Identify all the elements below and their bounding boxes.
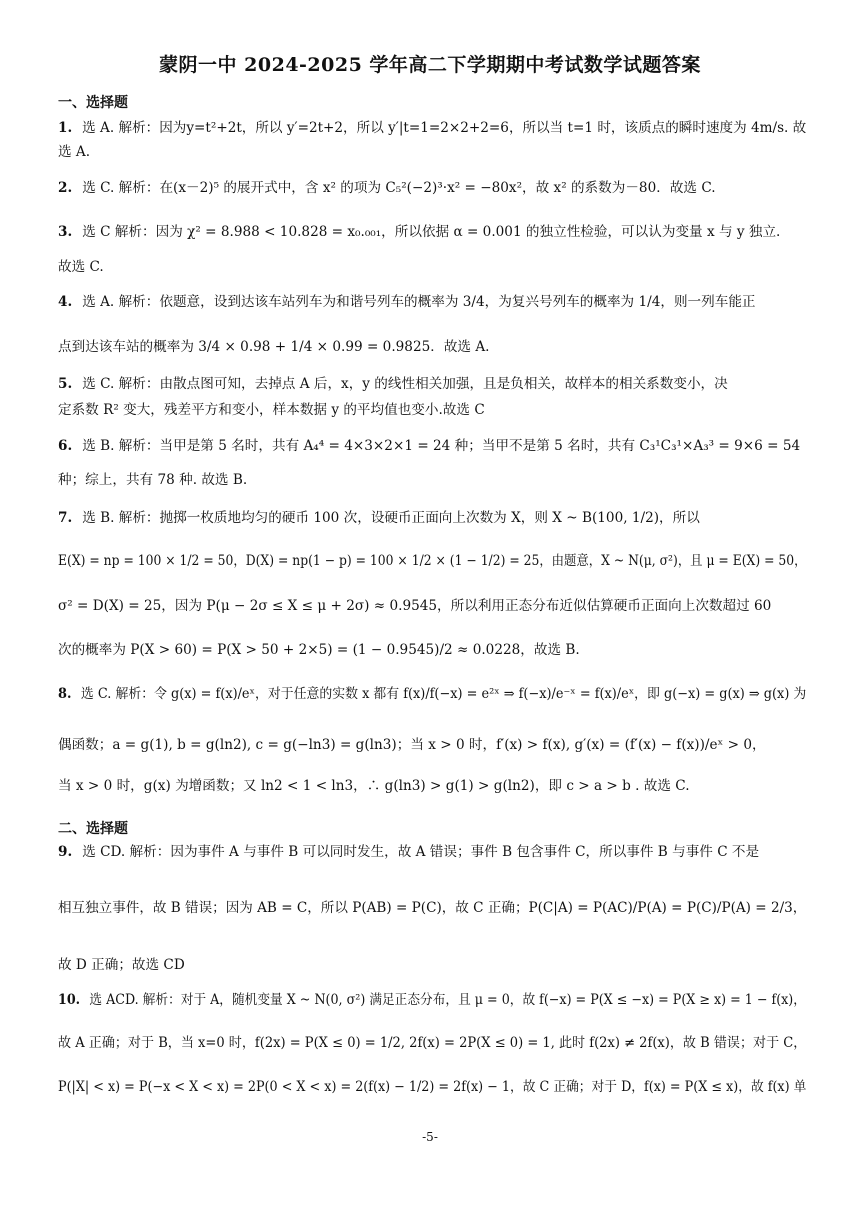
answer-line — [58, 1077, 807, 1097]
answer-text: 点到达该车站的概率为 3/4 × 0.98 + 1/4 × 0.99 = 0.9825．故选 A. — [58, 339, 490, 355]
answer-text: 故 A 正确；对于 B，当 x=0 时，f(2x) = P(X ≤ 0) = 1/2, 2f(x) = 2P(X ≤ 0) = 1, 此时 f(2x) ≠ 2f(x)，故 B 错误；对于 C， — [58, 1035, 807, 1051]
answer-text: 选 ACD. 解析：对于 A，随机变量 X ~ N(0, σ²) 满足正态分布，且 μ = 0，故 f(−x) = P(X ≤ −x) = P(X ≥ x) = 1 − f(x)， — [89, 992, 806, 1008]
answer-line — [58, 118, 805, 138]
answer-text: P(|X| < x) = P(−x < X < x) = 2P(0 < X < x) = 2(f(x) − 1/2) = 2f(x) − 1，故 C 正确；对于 D，f(x) = P(X ≤ x)，故 f(x) 单 — [58, 1079, 807, 1095]
answer-number: 7. — [58, 510, 73, 526]
section-heading-1: 一、选择题 — [58, 95, 128, 111]
answer-number: 8. — [58, 686, 72, 702]
answer-number: 10. — [58, 992, 81, 1008]
answer-text: 偶函数；a = g(1), b = g(ln2), c = g(−ln3) = g(ln3)；当 x > 0 时，f′(x) > f(x), g′(x) = (f′(x) − f(x))/eˣ > 0， — [58, 737, 766, 753]
answer-text: 选 A. 解析：因为y=t²+2t，所以 y′=2t+2，所以 y′|t=1=2×2+2=6，所以当 t=1 时，该质点的瞬时速度为 4m/s. 故 — [82, 120, 807, 136]
answer-text: 故选 C. — [58, 259, 104, 275]
answer-number: 6. — [58, 438, 73, 454]
answer-text: 当 x > 0 时，g(x) 为增函数；又 ln2 < 1 < ln3，∴ g(ln3) > g(1) > g(ln2)，即 c > a > b . 故选 C. — [58, 778, 690, 794]
answer-line — [58, 640, 806, 660]
answer-text: 选 C. 解析：由散点图可知，去掉点 A 后，x，y 的线性相关加强，且是负相关，故样本的相关系数变小，决 — [82, 376, 728, 392]
answer-line — [58, 222, 806, 242]
answer-text: 选 C. 解析：令 g(x) = f(x)/eˣ，对于任意的实数 x 都有 f(x)/f(−x) = e²ˣ ⇒ f(−x)/e⁻ˣ = f(x)/eˣ，即 g(−x) = g(x) ⇒ g(x) 为 — [80, 686, 807, 702]
answer-text: 选 B. 解析：抛掷一枚质地均匀的硬币 100 次，设硬币正面向上次数为 X，则 X ~ B(100, 1/2)，所以 — [82, 510, 700, 526]
answer-line — [58, 337, 806, 357]
page-number: -5- — [422, 1130, 438, 1144]
answer-line — [58, 257, 806, 277]
answer-line — [58, 596, 806, 616]
answer-text: 次的概率为 P(X > 60) = P(X > 50 + 2×5) = (1 − 0.9545)/2 ≈ 0.0228，故选 B. — [58, 642, 580, 658]
answer-text: 选 A. 解析：依题意，设到达该车站列车为和谐号列车的概率为 3/4，为复兴号列车的概率为 1/4，则一列车能正 — [82, 294, 756, 310]
answer-text: 定系数 R² 变大，残差平方和变小，样本数据 y 的平均值也变小.故选 C — [58, 402, 485, 418]
answer-line — [58, 508, 806, 528]
answer-line — [58, 551, 807, 571]
answer-line — [58, 842, 806, 862]
answer-line — [58, 436, 806, 456]
answer-text: 选 A. — [58, 144, 91, 160]
answer-number: 2. — [58, 180, 73, 196]
answer-number: 1. — [58, 120, 73, 136]
answer-number: 4. — [58, 294, 73, 310]
answer-line — [58, 142, 806, 162]
answer-number: 5. — [58, 376, 73, 392]
answer-line — [58, 898, 807, 918]
answer-line — [58, 990, 806, 1010]
answer-line — [58, 776, 806, 796]
answer-line — [58, 955, 806, 975]
answer-line — [58, 684, 807, 704]
answer-text: E(X) = np = 100 × 1/2 = 50，D(X) = np(1 − p) = 100 × 1/2 × (1 − 1/2) = 25，由题意，X ~ N(μ, σ²)，且 μ = E(X) = 50， — [58, 553, 807, 569]
answer-text: 选 B. 解析：当甲是第 5 名时，共有 A₄⁴ = 4×3×2×1 = 24 种；当甲不是第 5 名时，共有 C₃¹C₃¹×A₃³ = 9×6 = 54 — [82, 438, 801, 454]
answer-line — [58, 374, 806, 394]
answer-line — [58, 1033, 807, 1053]
answer-line — [58, 400, 806, 420]
answer-number: 3. — [58, 224, 73, 240]
answer-line — [58, 178, 806, 198]
answer-line — [58, 292, 806, 312]
answer-text: 相互独立事件，故 B 错误；因为 AB = C，所以 P(AB) = P(C)，故 C 正确；P(C|A) = P(AC)/P(A) = P(C)/P(A) = 2/3， — [58, 900, 807, 916]
answer-number: 9. — [58, 844, 73, 860]
answer-text: 选 C 解析：因为 χ² = 8.988 < 10.828 = x₀.₀₀₁，所以依据 α = 0.001 的独立性检验，可以认为变量 x 与 y 独立. — [82, 224, 781, 240]
page-title: 蒙阴一中 2024-2025 学年高二下学期期中考试数学试题答案 — [159, 54, 701, 76]
section-heading-2: 二、选择题 — [58, 821, 128, 837]
answer-text: σ² = D(X) = 25，因为 P(μ − 2σ ≤ X ≤ μ + 2σ) ≈ 0.9545，所以利用正态分布近似估算硬币正面向上次数超过 60 — [58, 598, 772, 614]
answer-text: 种；综上，共有 78 种. 故选 B. — [58, 472, 248, 488]
answer-text: 选 CD. 解析：因为事件 A 与事件 B 可以同时发生，故 A 错误；事件 B 包含事件 C，所以事件 B 与事件 C 不是 — [82, 844, 760, 860]
answer-line — [58, 470, 806, 490]
answer-text: 选 C. 解析：在(x－2)⁵ 的展开式中，含 x² 的项为 C₅²(−2)³·x² = −80x²，故 x² 的系数为－80．故选 C. — [82, 180, 716, 196]
answer-text: 故 D 正确；故选 CD — [58, 957, 185, 973]
answer-line — [58, 735, 806, 755]
